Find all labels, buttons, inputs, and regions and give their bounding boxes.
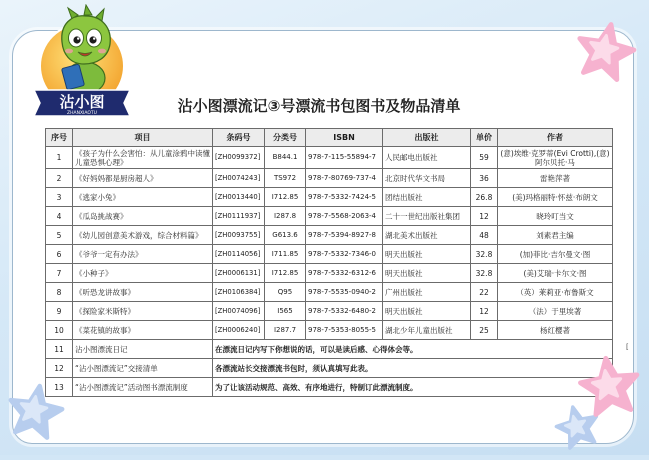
table-row (46, 226, 613, 245)
table-row (46, 147, 613, 169)
cell-item (73, 207, 213, 226)
cell-note: 为了让该活动规范、高效、有序地进行，特制订此漂流制度。 (213, 378, 613, 397)
cell-barcode: [ZH0093755] (213, 226, 265, 245)
cell-price: 48 (471, 226, 498, 245)
cell-publisher: 团结出版社 (383, 188, 471, 207)
cell-author-text: 杨红樱著 (540, 325, 570, 335)
cell-isbn: 978-7-115-55894-7 (306, 147, 383, 169)
cell-no: 10 (46, 321, 73, 340)
cell-item-text: 《爷爷一定有办法》 (75, 249, 143, 259)
cell-barcode: [ZH0106384] (213, 283, 265, 302)
table-row (46, 169, 613, 188)
cell-item-text: 《听恐龙讲故事》 (75, 287, 135, 297)
table-row (46, 378, 613, 397)
cell-no: 11 (46, 340, 73, 359)
cell-isbn: 978-7-5332-6480-2 (306, 302, 383, 321)
cell-author (498, 147, 613, 169)
cell-barcode: [ZH0074096] (213, 302, 265, 321)
header-publisher: 出版社 (383, 129, 471, 147)
cell-item (73, 321, 213, 340)
cell-item (73, 147, 213, 169)
header-author: 作者 (498, 129, 613, 147)
cell-item (73, 188, 213, 207)
cell-author (498, 321, 613, 340)
cell-author-text: (美)艾瑞·卡尔文·图 (523, 268, 587, 278)
cell-author (498, 245, 613, 264)
header-class: 分类号 (265, 129, 306, 147)
cell-isbn: 978-7-80769-737-4 (306, 169, 383, 188)
cell-price: 32.8 (471, 245, 498, 264)
cell-no: 6 (46, 245, 73, 264)
stray-mark: [ (626, 343, 629, 351)
cell-author-text: （英）莱莉亚·布鲁斯文 (516, 287, 594, 297)
cell-author-text: (美)玛格丽特·怀兹·布朗文 (512, 192, 598, 202)
cell-publisher: 明天出版社 (383, 302, 471, 321)
table-row (46, 302, 613, 321)
cell-publisher: 人民邮电出版社 (383, 147, 471, 169)
cell-author-text: 雷艳萍著 (540, 173, 570, 183)
cell-author (498, 264, 613, 283)
cell-no: 7 (46, 264, 73, 283)
cell-publisher: 二十一世纪出版社集团 (383, 207, 471, 226)
cell-class: I287.8 (265, 207, 306, 226)
cell-publisher: 湖北美术出版社 (383, 226, 471, 245)
cell-no: 9 (46, 302, 73, 321)
cell-item (73, 359, 213, 378)
table-row (46, 188, 613, 207)
cell-class: I712.85 (265, 264, 306, 283)
cell-class: I712.85 (265, 188, 306, 207)
cell-price: 59 (471, 147, 498, 169)
header-item: 项目 (73, 129, 213, 147)
cell-note: 各漂流站长交接漂流书包时，须认真填写此表。 (213, 359, 613, 378)
cell-author (498, 302, 613, 321)
cell-barcode: [ZH0074243] (213, 169, 265, 188)
logo-name-en: ZHANXIAOTU (67, 111, 97, 116)
cell-author (498, 283, 613, 302)
cell-item-text: 《孩子为什么会害怕：从儿童涂鸦中读懂儿童恐惧心理》 (75, 148, 210, 167)
cell-price: 22 (471, 283, 498, 302)
cell-item (73, 264, 213, 283)
cell-item-text: 沾小图漂流日记 (75, 344, 128, 354)
cell-class: I565 (265, 302, 306, 321)
cell-price: 36 (471, 169, 498, 188)
cell-author-text: 刘素君主编 (536, 230, 574, 240)
cell-barcode: [ZH0099372] (213, 147, 265, 169)
cell-class: TS972 (265, 169, 306, 188)
cell-price: 26.8 (471, 188, 498, 207)
table-row (46, 245, 613, 264)
cell-barcode: [ZH0006131] (213, 264, 265, 283)
cell-class: I711.85 (265, 245, 306, 264)
table-row (46, 283, 613, 302)
cell-price: 12 (471, 207, 498, 226)
cell-item-text: 《幼儿园创意美术游戏，综合材料篇》 (75, 230, 203, 240)
cell-isbn: 978-7-5568-2063-4 (306, 207, 383, 226)
cell-publisher: 北京时代华文书局 (383, 169, 471, 188)
cell-no: 3 (46, 188, 73, 207)
cell-item-text: “沾小图漂流记”活动图书漂流制度 (75, 382, 188, 392)
table-row (46, 264, 613, 283)
cell-class: B844.1 (265, 147, 306, 169)
cell-item (73, 378, 213, 397)
header-barcode: 条码号 (213, 129, 265, 147)
cell-isbn: 978-7-5332-7346-0 (306, 245, 383, 264)
cell-no: 12 (46, 359, 73, 378)
header-no: 序号 (46, 129, 73, 147)
cell-class: Q95 (265, 283, 306, 302)
cell-no: 5 (46, 226, 73, 245)
cell-no: 8 (46, 283, 73, 302)
cell-item-text: “沾小图漂流记”交接清单 (75, 363, 158, 373)
cell-author-text: (加)菲比·吉尔曼文·图 (519, 249, 591, 259)
header-isbn: ISBN (306, 129, 383, 147)
cell-item (73, 340, 213, 359)
table-row (46, 207, 613, 226)
table-row (46, 359, 613, 378)
header-price: 单价 (471, 129, 498, 147)
cell-publisher: 明天出版社 (383, 264, 471, 283)
cell-item-text: 《菜花镇的故事》 (75, 325, 135, 335)
cell-barcode: [ZH0006240] (213, 321, 265, 340)
cell-item (73, 226, 213, 245)
cell-isbn: 978-7-5535-0940-2 (306, 283, 383, 302)
cell-item-text: 《瓜岛挑战赛》 (75, 211, 128, 221)
cell-item (73, 169, 213, 188)
cell-no: 13 (46, 378, 73, 397)
page-title: 沾小图漂流记③号漂流书包图书及物品清单 (177, 97, 461, 115)
table-row (46, 340, 613, 359)
star-icon (563, 11, 646, 94)
cell-price: 25 (471, 321, 498, 340)
cell-price: 12 (471, 302, 498, 321)
cell-publisher: 湖北少年儿童出版社 (383, 321, 471, 340)
book-list-table (45, 128, 613, 397)
cell-no: 2 (46, 169, 73, 188)
table-header-row (46, 129, 613, 147)
cell-author (498, 226, 613, 245)
cell-price: 32.8 (471, 264, 498, 283)
cell-author-text: 晓玲叮当文 (536, 211, 574, 221)
cell-item-text: 《探险家米斯特》 (75, 306, 135, 316)
cell-barcode: [ZH0013440] (213, 188, 265, 207)
logo-name-cn: 沾小图 (59, 93, 105, 111)
cell-barcode: [ZH0111937] (213, 207, 265, 226)
cell-note: 在漂流日记内写下你想说的话，可以是读后感、心得体会等。 (213, 340, 613, 359)
cell-item (73, 283, 213, 302)
cell-isbn: 978-7-5394-8927-8 (306, 226, 383, 245)
cell-class: G613.6 (265, 226, 306, 245)
cell-class: I287.7 (265, 321, 306, 340)
cell-author-text: (意)埃维·克罗蒂(Evi Crotti),(意)阿尔贝托·马 (500, 148, 610, 167)
cell-isbn: 978-7-5332-6312-6 (306, 264, 383, 283)
cell-author (498, 169, 613, 188)
cell-item-text: 《好妈妈都是厨房超人》 (75, 173, 158, 183)
cell-publisher: 明天出版社 (383, 245, 471, 264)
cell-item-text: 《逃家小兔》 (75, 192, 120, 202)
cell-publisher: 广州出版社 (383, 283, 471, 302)
cell-item-text: 《小种子》 (75, 268, 113, 278)
cell-isbn: 978-7-5353-8055-5 (306, 321, 383, 340)
cell-author (498, 207, 613, 226)
cell-item (73, 302, 213, 321)
star-icon (569, 347, 649, 428)
cell-isbn: 978-7-5332-7424-5 (306, 188, 383, 207)
cell-item (73, 245, 213, 264)
cell-author (498, 188, 613, 207)
table-row (46, 321, 613, 340)
cell-no: 4 (46, 207, 73, 226)
cell-no: 1 (46, 147, 73, 169)
star-icon (0, 375, 73, 451)
cell-author-text: （法）于里埃著 (528, 306, 582, 316)
cell-barcode: [ZH0114056] (213, 245, 265, 264)
